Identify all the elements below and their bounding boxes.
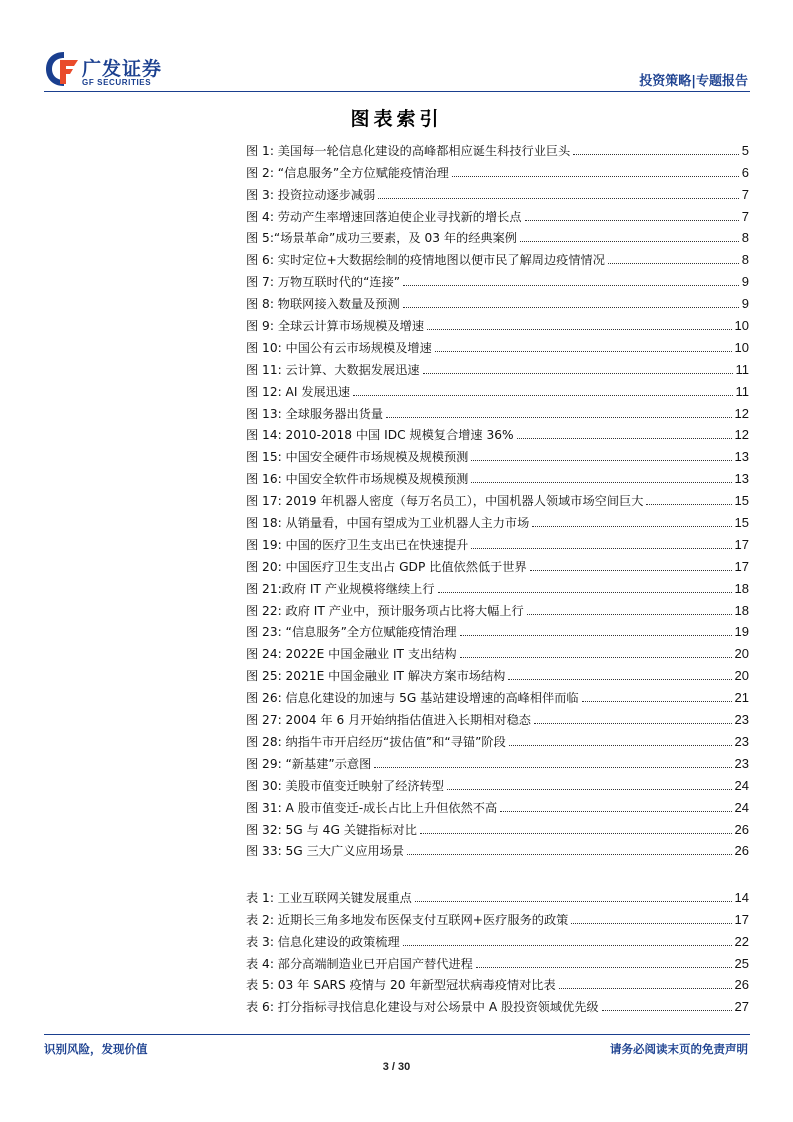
dot-leader [378, 198, 738, 199]
figure-index-item[interactable] [246, 464, 749, 486]
figure-index-item-label: 图 2: “信息服务”全方位赋能疫情治理 [246, 165, 449, 180]
figure-index-item-label: 图 9: 全球云计算市场规模及增速 [246, 319, 425, 334]
figure-index-item[interactable] [246, 333, 749, 355]
figure-index-item-label: 图 7: 万物互联时代的“连接” [246, 275, 401, 290]
table-index-item-label: 表 5: 03 年 SARS 疫情与 20 年新型冠状病毒疫情对比表 [246, 978, 556, 993]
figure-index-item-page: 23 [734, 712, 749, 728]
figure-index-item[interactable] [246, 793, 749, 815]
figure-index-item[interactable] [246, 224, 749, 246]
figure-index-item-page: 9 [741, 296, 749, 312]
figure-index-item-label: 图 8: 物联网接入数量及预测 [246, 297, 400, 312]
dot-leader [608, 263, 739, 264]
figure-index-item-page: 18 [734, 580, 749, 596]
dot-leader [571, 923, 731, 924]
dot-leader [353, 395, 732, 396]
figure-index-item-page: 7 [741, 208, 749, 224]
table-index-item-label: 表 4: 部分高端制造业已开启国产替代进程 [246, 956, 473, 971]
figure-index-item[interactable] [246, 508, 749, 530]
figure-index-item[interactable] [246, 399, 749, 421]
dot-leader [438, 592, 732, 593]
figure-index-item-page: 7 [741, 186, 749, 202]
dot-leader [403, 945, 732, 946]
figure-index-item-label: 图 5:“场景革命”成功三要素，及 03 年的经典案例 [246, 231, 517, 246]
figure-index-item-label: 图 16: 中国安全软件市场规模及规模预测 [246, 472, 469, 487]
figure-index-item-label: 图 29: “新基建”示意图 [246, 756, 372, 771]
figure-index-item[interactable] [246, 267, 749, 289]
header-divider [44, 91, 750, 92]
dot-leader [520, 241, 739, 242]
dot-leader [471, 460, 731, 461]
page-number: 3 / 30 [382, 1061, 411, 1073]
page-header [0, 0, 793, 96]
figure-index-item[interactable] [246, 158, 749, 180]
dot-leader [573, 154, 738, 155]
figure-index-item-page: 23 [734, 755, 749, 771]
dot-leader [460, 657, 732, 658]
figure-index-item[interactable] [246, 727, 749, 749]
figure-index-item[interactable] [246, 749, 749, 771]
figure-index-item-label: 图 3: 投资拉动逐步减弱 [246, 187, 376, 202]
figure-index-item-label: 图 15: 中国安全硬件市场规模及规模预测 [246, 450, 469, 465]
figure-index-item-label: 图 12: AI 发展迅速 [246, 384, 351, 399]
figure-index-item[interactable] [246, 639, 749, 661]
figure-index-item[interactable] [246, 442, 749, 464]
table-index-item[interactable] [246, 905, 749, 927]
dot-leader [427, 329, 731, 330]
figure-index-item-label: 图 19: 中国的医疗卫生支出已在快速提升 [246, 537, 469, 552]
figure-index-item-label: 图 25: 2021E 中国金融业 IT 解决方案市场结构 [246, 669, 506, 684]
figure-index-item[interactable] [246, 245, 749, 267]
figure-index-item[interactable] [246, 486, 749, 508]
dot-leader [460, 635, 732, 636]
figure-index-item[interactable] [246, 661, 749, 683]
figure-index-item-label: 图 6: 实时定位+大数据绘制的疫情地图以便市民了解周边疫情情况 [246, 253, 605, 268]
table-index-item[interactable] [246, 971, 749, 993]
figure-index-item-page: 15 [734, 515, 749, 531]
figure-index-item-label: 图 30: 美股市值变迁映射了经济转型 [246, 778, 444, 793]
report-type: 投资策略|专题报告 [639, 74, 748, 89]
figure-index-item-label: 图 33: 5G 三大广义应用场景 [246, 844, 405, 859]
dot-leader [420, 833, 732, 834]
figure-index-item-label: 图 21:政府 IT 产业规模将继续上行 [246, 581, 435, 596]
figure-index-item[interactable] [246, 837, 749, 859]
table-index-item-page: 27 [734, 999, 749, 1015]
figure-index-item[interactable] [246, 289, 749, 311]
table-index-item-page: 22 [734, 933, 749, 949]
table-index-item-page: 17 [734, 911, 749, 927]
dot-leader [508, 679, 731, 680]
figure-index-item-label: 图 4: 劳动产生率增速回落迫使企业寻找新的增长点 [246, 209, 522, 224]
figure-index-item[interactable] [246, 311, 749, 333]
figure-index-item-page: 10 [734, 339, 749, 355]
figure-index-item-label: 图 18: 从销量看，中国有望成为工业机器人主力市场 [246, 516, 530, 531]
figure-index-item-page: 9 [741, 274, 749, 290]
dot-leader [471, 482, 731, 483]
figure-index-item-label: 图 14: 2010-2018 中国 IDC 规模复合增速 36% [246, 428, 514, 443]
figure-index-item-page: 17 [734, 536, 749, 552]
dot-leader [415, 901, 732, 902]
figure-index-item-label: 图 24: 2022E 中国金融业 IT 支出结构 [246, 647, 457, 662]
figure-index-item[interactable] [246, 815, 749, 837]
dot-leader [374, 767, 731, 768]
figure-index-item[interactable] [246, 202, 749, 224]
figure-index-item-page: 10 [734, 318, 749, 334]
dot-leader [452, 176, 739, 177]
figure-index-item-page: 26 [734, 843, 749, 859]
figure-index-item-label: 图 1: 美国每一轮信息化建设的高峰都相应诞生科技行业巨头 [246, 143, 571, 158]
figure-index-item-page: 8 [741, 230, 749, 246]
figure-index-item-page: 13 [734, 449, 749, 465]
figure-index-item-page: 24 [734, 799, 749, 815]
figure-index-item[interactable] [246, 421, 749, 443]
figure-index-item[interactable] [246, 552, 749, 574]
figure-index-item-page: 17 [734, 558, 749, 574]
table-index-item-page: 25 [734, 955, 749, 971]
logo-text: 广发证券 [82, 58, 163, 80]
figure-index-item-label: 图 27: 2004 年 6 月开始纳指估值进入长期相对稳态 [246, 713, 531, 728]
figure-index-item-label: 图 23: “信息服务”全方位赋能疫情治理 [246, 625, 457, 640]
figure-index-item-label: 图 11: 云计算、大数据发展迅速 [246, 362, 420, 377]
figure-index-item-page: 18 [734, 602, 749, 618]
dot-leader [509, 745, 732, 746]
figure-index-item-page: 12 [734, 427, 749, 443]
figure-index-item-page: 23 [734, 733, 749, 749]
dot-leader [471, 548, 731, 549]
figure-index-item-page: 11 [735, 383, 749, 399]
figure-index-item-page: 5 [741, 142, 749, 158]
table-index-item-label: 表 1: 工业互联网关键发展重点 [246, 890, 412, 905]
dot-leader [530, 570, 732, 571]
table-index-item-page: 26 [734, 977, 749, 993]
dot-leader [447, 789, 732, 790]
dot-leader [527, 614, 732, 615]
dot-leader [407, 854, 731, 855]
figure-index-item-label: 图 17: 2019 年机器人密度（每万名员工），中国机器人领域市场空间巨大 [246, 494, 644, 509]
figure-index-item-label: 图 28: 纳指牛市开启经历“拔估值”和“寻锚”阶段 [246, 734, 506, 749]
dot-leader [403, 307, 739, 308]
figure-index-item[interactable] [246, 574, 749, 596]
dot-leader [403, 285, 739, 286]
footer-disclaimer-note: 请务必阅读末页的免责声明 [610, 1042, 748, 1056]
figure-index-item-label: 图 22: 政府 IT 产业中，预计服务项占比将大幅上行 [246, 603, 524, 618]
footer-divider [44, 1034, 750, 1035]
figure-index-item-label: 图 10: 中国公有云市场规模及增速 [246, 340, 432, 355]
dot-leader [500, 811, 731, 812]
figure-index-item[interactable] [246, 705, 749, 727]
figure-index-item[interactable] [246, 136, 749, 158]
dot-leader [534, 723, 732, 724]
figure-index-item[interactable] [246, 683, 749, 705]
dot-leader [532, 526, 731, 527]
figure-index-item-page: 12 [734, 405, 749, 421]
dot-leader [517, 438, 732, 439]
figure-index-item-label: 图 32: 5G 与 4G 关键指标对比 [246, 822, 417, 837]
table-index-item[interactable] [246, 883, 749, 905]
footer-slogan: 识别风险，发现价值 [44, 1042, 148, 1056]
page-title: 图表索引 [350, 108, 443, 130]
table-index-item[interactable] [246, 949, 749, 971]
figure-index-item[interactable] [246, 355, 749, 377]
figure-index-item-label: 图 13: 全球服务器出货量 [246, 406, 384, 421]
figure-index-item-page: 11 [735, 361, 749, 377]
table-index-item-page: 14 [734, 889, 749, 905]
dot-leader [602, 1010, 732, 1011]
table-index-item[interactable] [246, 927, 749, 949]
table-index-item-label: 表 3: 信息化建设的政策梳理 [246, 934, 400, 949]
figure-index-item-page: 24 [734, 777, 749, 793]
dot-leader [646, 504, 731, 505]
figure-index-item[interactable] [246, 377, 749, 399]
figure-index-item-page: 6 [741, 164, 749, 180]
figure-index-item[interactable] [246, 596, 749, 618]
dot-leader [386, 417, 731, 418]
figure-index-item[interactable] [246, 771, 749, 793]
figure-index-item-page: 26 [734, 821, 749, 837]
table-index-item-label: 表 6: 打分指标寻找信息化建设与对公场景中 A 股投资领域优先级 [246, 1000, 599, 1015]
figure-index-item[interactable] [246, 618, 749, 640]
figure-index-item-page: 19 [734, 624, 749, 640]
dot-leader [435, 351, 732, 352]
figure-index-item[interactable] [246, 180, 749, 202]
dot-leader [525, 220, 739, 221]
table-index-item[interactable] [246, 992, 749, 1014]
figure-index-list [246, 136, 749, 858]
figure-index-item-page: 13 [734, 471, 749, 487]
figure-index-item-label: 图 31: A 股市值变迁-成长占比上升但依然不高 [246, 800, 498, 815]
figure-index-item-page: 21 [734, 690, 749, 706]
table-index-list [246, 883, 749, 1014]
logo-subtext: GF SECURITIES [82, 78, 152, 87]
figure-index-item-page: 20 [734, 646, 749, 662]
dot-leader [582, 701, 732, 702]
dot-leader [559, 988, 732, 989]
table-index-item-label: 表 2: 近期长三角多地发布医保支付互联网+医疗服务的政策 [246, 912, 569, 927]
figure-index-item-page: 15 [734, 493, 749, 509]
figure-index-item-page: 20 [734, 668, 749, 684]
dot-leader [476, 967, 732, 968]
figure-index-item-label: 图 26: 信息化建设的加速与 5G 基站建设增速的高峰相伴而临 [246, 691, 579, 706]
figure-index-item[interactable] [246, 530, 749, 552]
figure-index-item-label: 图 20: 中国医疗卫生支出占 GDP 比值依然低于世界 [246, 559, 527, 574]
figure-index-item-page: 8 [741, 252, 749, 268]
dot-leader [423, 373, 733, 374]
